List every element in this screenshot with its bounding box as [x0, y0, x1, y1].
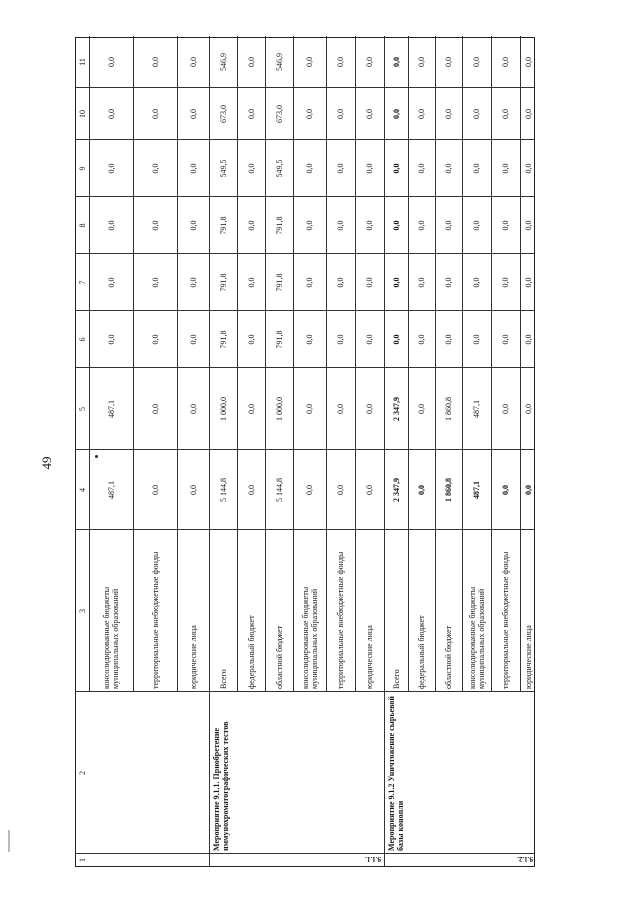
header-col-6: 6 [78, 337, 87, 342]
row-label: областной бюджет [274, 625, 284, 689]
cell-value: 0,0 [472, 277, 481, 288]
cell-value: 0,0 [246, 163, 256, 174]
header-col-11: 11 [78, 58, 87, 66]
cell-value: 0,0 [417, 334, 426, 345]
row-label: федеральный бюджет [417, 615, 426, 689]
group-9-1-1-title: Мероприятие 9.1.1. Приобретение иммунохроматографических тестов [212, 721, 230, 851]
col-divider [76, 310, 534, 311]
cell-value: 0,0 [150, 57, 160, 67]
col-divider [76, 367, 534, 368]
cell-value: 0,0 [188, 404, 198, 414]
cell-value: 0,0 [391, 109, 401, 119]
scan-edge-mark [8, 830, 10, 852]
cell-value: 0,0 [150, 163, 160, 174]
header-col-5: 5 [78, 407, 87, 411]
cell-value: 0,0 [246, 109, 256, 119]
cell-value: 0,0 [391, 220, 401, 231]
cell-value: 0,0 [501, 277, 510, 288]
group-divider [384, 692, 385, 866]
cell-value: 791,8 [274, 330, 284, 349]
cell-value: 0,0 [305, 163, 314, 174]
col-divider [76, 196, 534, 197]
cell-value: 0,0 [106, 57, 116, 67]
row-label: областной бюджет [444, 625, 453, 689]
row-label: юридические лица [188, 625, 198, 689]
cell-value: 0,0 [106, 220, 116, 231]
cell-value: 0,0 [150, 404, 160, 414]
cell-value: 0,0 [305, 109, 314, 119]
header-col-8: 8 [78, 223, 87, 228]
cell-value: 0,0 [305, 485, 314, 495]
cell-value: 0,0 [417, 57, 426, 67]
cell-value: 0,0 [305, 334, 314, 345]
row-label: консолидированные бюджеты муниципальных образований [467, 586, 486, 689]
col-divider [76, 139, 534, 140]
cell-value: 0,0 [150, 277, 160, 288]
cell-value: 0,0 [417, 163, 426, 174]
cell-value: 0,0 [391, 334, 401, 345]
row-label: Всего [218, 669, 228, 689]
cell-value: 0,0 [305, 404, 314, 414]
cell-value: 0,0 [336, 334, 345, 345]
cell-value: 0,0 [444, 57, 453, 67]
cell-value: 487,1 [472, 400, 481, 418]
cell-value: 0,0 [365, 277, 374, 288]
cell-value: 1 000,0 [218, 397, 228, 421]
group-divider [209, 692, 210, 866]
page-number: 49 [39, 456, 54, 470]
cell-value: 0,0 [391, 57, 401, 67]
cell-value: 0,0 [246, 277, 256, 288]
cell-value: 0,0 [417, 109, 426, 119]
cell-value: 487,1 [106, 400, 116, 418]
cell-value: 0,0 [417, 220, 426, 231]
col-divider [76, 87, 534, 88]
cell-value: 0,0 [106, 163, 116, 174]
cell-value: 0,0 [365, 334, 374, 345]
cell-value: 0,0 [523, 57, 533, 67]
cell-value: 0,0 [523, 109, 533, 119]
cell-value: 0,0 [305, 220, 314, 231]
cell-value: 0,0 [365, 109, 374, 119]
row-label: территориальные внебюджетные фонды [501, 551, 510, 689]
cell-value: 0,0 [246, 334, 256, 345]
cell-value: 2 347,9 [391, 478, 401, 502]
cell-value: 0,0 [336, 277, 345, 288]
cell-value: 0,0 [106, 334, 116, 345]
cell-value: 0,0 [523, 277, 533, 288]
cell-value: 0,0 [246, 404, 256, 414]
header-col-7: 7 [78, 280, 87, 285]
col-divider [76, 529, 534, 530]
col-divider [76, 691, 534, 692]
cell-value: 0,0 [336, 57, 345, 67]
cell-value: 0,0 [365, 220, 374, 231]
row-label: федеральный бюджет [246, 615, 256, 689]
cell-value: 0,0 [336, 109, 345, 119]
header-col-2: 2 [78, 771, 87, 775]
cell-value: 2 347,9 [391, 397, 401, 421]
cell-value: 0,0 [188, 277, 198, 288]
table-header-row [76, 36, 89, 866]
cell-value: 0,0 [246, 220, 256, 231]
cell-value: 0,0 [336, 163, 345, 174]
row-label: юридические лица [523, 625, 533, 689]
cell-value: 0,0 [336, 404, 345, 414]
cell-value: 0,0 [501, 109, 510, 119]
header-col-10: 10 [78, 110, 87, 118]
row-label: территориальные внебюджетные фонды [150, 551, 160, 689]
cell-value: 0,0 [150, 220, 160, 231]
cell-value: 0,0 [472, 109, 481, 119]
cell-value: 0,0 [472, 220, 481, 231]
cell-value: 0,0 [150, 334, 160, 345]
cell-value: 487,1 [106, 481, 116, 499]
group-9-1-2-id: 9.1.2. [517, 855, 533, 863]
cell-value: 0,0 [472, 57, 481, 67]
cell-value: 0,0 [188, 220, 198, 231]
cell-value: 546,9 [274, 53, 284, 71]
group-9-1-1-id: 9.1.1. [365, 855, 381, 863]
row-label: консолидированные бюджеты муниципальных образований [102, 586, 120, 689]
cell-value: 1 860,8 [444, 397, 453, 421]
cell-value: 0,0 [246, 485, 256, 495]
cell-value: 791,8 [218, 273, 228, 292]
cell-value: 5 144,8 [274, 478, 284, 502]
cell-value: 673,0 [274, 105, 284, 123]
cell-value: 791,8 [274, 216, 284, 235]
cell-value: 0,0 [150, 485, 160, 495]
cell-value: 487,1 [472, 481, 481, 499]
cell-value: 0,0 [501, 220, 510, 231]
cell-value: 5 144,8 [218, 478, 228, 502]
cell-value: 0,0 [336, 220, 345, 231]
cell-value: 0,0 [305, 57, 314, 67]
cell-value: 0,0 [523, 334, 533, 345]
col-divider [76, 253, 534, 254]
cell-value: 0,0 [417, 485, 426, 495]
cell-value: 1 000,0 [274, 397, 284, 421]
cell-value: 0,0 [188, 109, 198, 119]
cell-value: 791,8 [218, 216, 228, 235]
row-label: территориальные внебюджетные фонды [336, 551, 345, 689]
cell-value: 549,5 [274, 159, 284, 178]
cell-value: 0,0 [501, 404, 510, 414]
group-9-1-2-title: Мероприятие 9.1.2 Уничтожение сырьевой базы конопли [387, 695, 405, 851]
cell-value: 0,0 [523, 485, 533, 495]
cell-value: 0,0 [417, 277, 426, 288]
cell-value: 0,0 [501, 163, 510, 174]
cell-value: 0,0 [444, 220, 453, 231]
cell-value: 0,0 [336, 485, 345, 495]
cell-value: 549,5 [218, 159, 228, 178]
cell-value: 0,0 [523, 163, 533, 174]
cell-value: 0,0 [106, 277, 116, 288]
cell-value: 0,0 [365, 485, 374, 495]
cell-value: 0,0 [188, 57, 198, 67]
cell-value: 546,9 [218, 53, 228, 71]
cell-value: 0,0 [391, 163, 401, 174]
row-label: Всего [391, 669, 401, 689]
cell-value: 0,0 [305, 277, 314, 288]
cell-value: 0,0 [365, 404, 374, 414]
cell-value: 0,0 [365, 57, 374, 67]
cell-value: 0,0 [444, 277, 453, 288]
header-col-3: 3 [78, 609, 87, 613]
group-continued-title [89, 692, 209, 854]
cell-value: 0,0 [246, 57, 256, 67]
cell-value: 0,0 [501, 485, 510, 495]
cell-value: 0,0 [523, 404, 533, 414]
budget-table [75, 37, 535, 867]
cell-value: 0,0 [523, 220, 533, 231]
col-divider [76, 853, 534, 854]
cell-value: 0,0 [188, 163, 198, 174]
cell-value: 0,0 [472, 334, 481, 345]
cell-value: 0,0 [106, 109, 116, 119]
cell-value: 0,0 [501, 334, 510, 345]
cell-value: 0,0 [444, 163, 453, 174]
cell-value: 791,8 [218, 330, 228, 349]
header-col-4: 4 [78, 488, 87, 492]
cell-value: 0,0 [365, 163, 374, 174]
cell-value: 791,8 [274, 273, 284, 292]
cell-value: 0,0 [472, 163, 481, 174]
cell-value: 0,0 [188, 334, 198, 345]
cell-value: 673,0 [218, 105, 228, 123]
col-divider [76, 449, 534, 450]
row-label: консолидированные бюджеты муниципальных образований [300, 586, 319, 689]
cell-value: 0,0 [444, 109, 453, 119]
row-label: юридические лица [365, 625, 374, 689]
cell-value: 0,0 [444, 334, 453, 345]
group-continued-id [89, 854, 209, 866]
header-col-1: 1 [78, 858, 87, 862]
cell-value: 0,0 [188, 485, 198, 495]
header-col-9: 9 [78, 166, 87, 171]
cell-value: 0,0 [417, 404, 426, 414]
cell-value: 0,0 [391, 277, 401, 288]
cell-value: 0,0 [501, 57, 510, 67]
cell-value: 0,0 [150, 109, 160, 119]
cell-value: 1 860,8 [444, 478, 453, 502]
